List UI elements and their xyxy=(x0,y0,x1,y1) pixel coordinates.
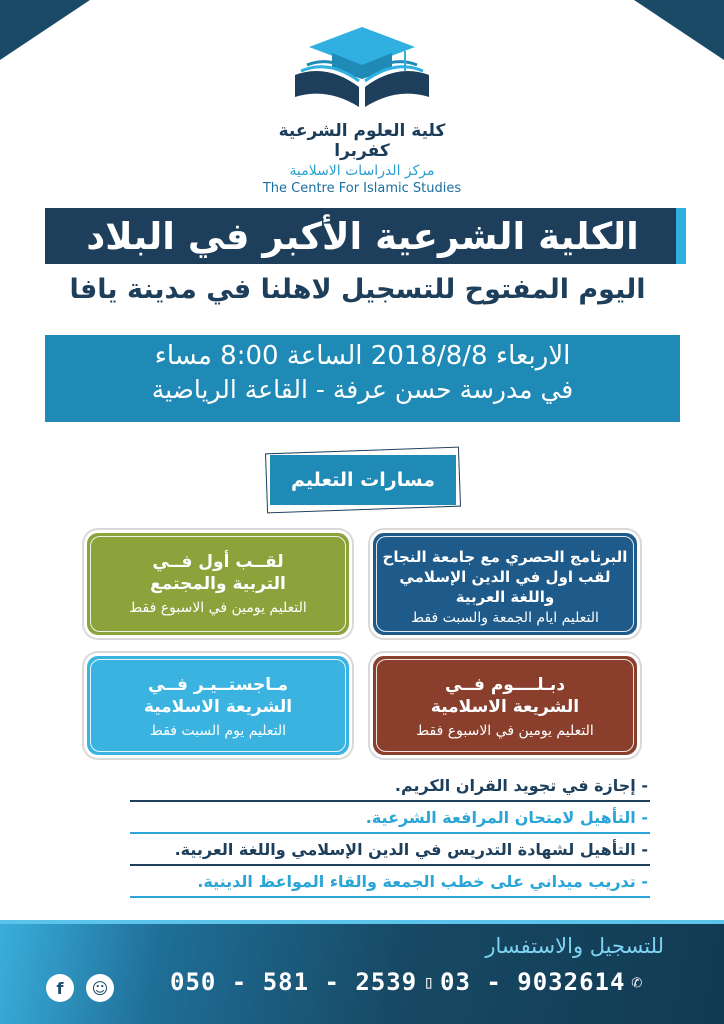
landline-number[interactable]: 03 - 9032614 xyxy=(440,968,626,996)
event-datetime: الاربعاء 2018/8/8 الساعة 8:00 مساء xyxy=(154,341,571,371)
card-education-title: لقــب أول فــي التربية والمجتمع xyxy=(150,552,286,594)
tracks-label: مسارات التعليم xyxy=(270,455,456,505)
card-education-society xyxy=(84,530,352,638)
facebook-icon[interactable]: f xyxy=(46,974,74,1002)
phone-numbers xyxy=(170,968,690,996)
headline-accent xyxy=(676,208,686,264)
book-cap-logo-icon xyxy=(287,25,437,113)
card-diploma-sharia xyxy=(370,653,640,758)
card-master-sharia xyxy=(84,653,352,758)
card-najah-program xyxy=(370,530,640,638)
event-location: في مدرسة حسن عرفة - القاعة الرياضية xyxy=(151,375,574,404)
open-day-text: اليوم المفتوح للتسجيل لاهلنا في مدينة يافا xyxy=(69,274,646,305)
list-item: - التأهيل لامتحان المرافعة الشرعية. xyxy=(130,802,650,834)
list-item: - إجازة في تجويد القران الكريم. xyxy=(130,770,650,802)
card-diploma-title: دبـلــــوم فــي الشريعة الاسلامية xyxy=(430,675,580,717)
headline-text: الكلية الشرعية الأكبر في البلاد xyxy=(86,214,639,258)
list-item: - التأهيل لشهادة التدريس في الدين الإسلامي واللغة العربية. xyxy=(130,834,650,866)
contact-footer xyxy=(0,920,724,1024)
logo-english-name: The Centre For Islamic Studies xyxy=(262,181,462,196)
whatsapp-icon[interactable]: ☺ xyxy=(86,974,114,1002)
logo-arabic-name: كلية العلوم الشرعية كفربرا xyxy=(278,121,446,161)
mobile-icon: ▯ xyxy=(423,971,435,993)
list-item: - تدريب ميداني على خطب الجمعة والقاء المواعظ الدينية. xyxy=(130,866,650,898)
card-najah-title: البرنامج الحصري مع جامعة النجاح لقب اول في الدين الإسلامي واللغة العربية xyxy=(382,548,628,606)
contact-label: للتسجيل والاستفسار xyxy=(485,934,664,958)
card-master-note: التعليم يوم السبت فقط xyxy=(149,723,287,739)
card-diploma-note: التعليم يومين في الاسبوع فقط xyxy=(416,723,594,739)
phone-icon: ✆ xyxy=(631,971,643,993)
logo-arabic-subtitle: مركز الدراسات الاسلامية xyxy=(289,163,435,179)
card-master-title: مـاجستــيـر فــي الشريعة الاسلامية xyxy=(143,675,293,717)
mobile-number[interactable]: 050 - 581 - 2539 xyxy=(170,968,418,996)
event-banner xyxy=(45,335,680,422)
card-education-note: التعليم يومين في الاسبوع فقط xyxy=(129,600,307,616)
corner-decoration-left xyxy=(0,0,90,60)
card-najah-note: التعليم ايام الجمعة والسبت فقط xyxy=(411,610,599,626)
headline-banner xyxy=(45,208,680,264)
corner-decoration-right xyxy=(634,0,724,60)
tracks-badge xyxy=(266,450,460,510)
benefits-list xyxy=(130,770,650,898)
college-logo xyxy=(250,25,474,196)
